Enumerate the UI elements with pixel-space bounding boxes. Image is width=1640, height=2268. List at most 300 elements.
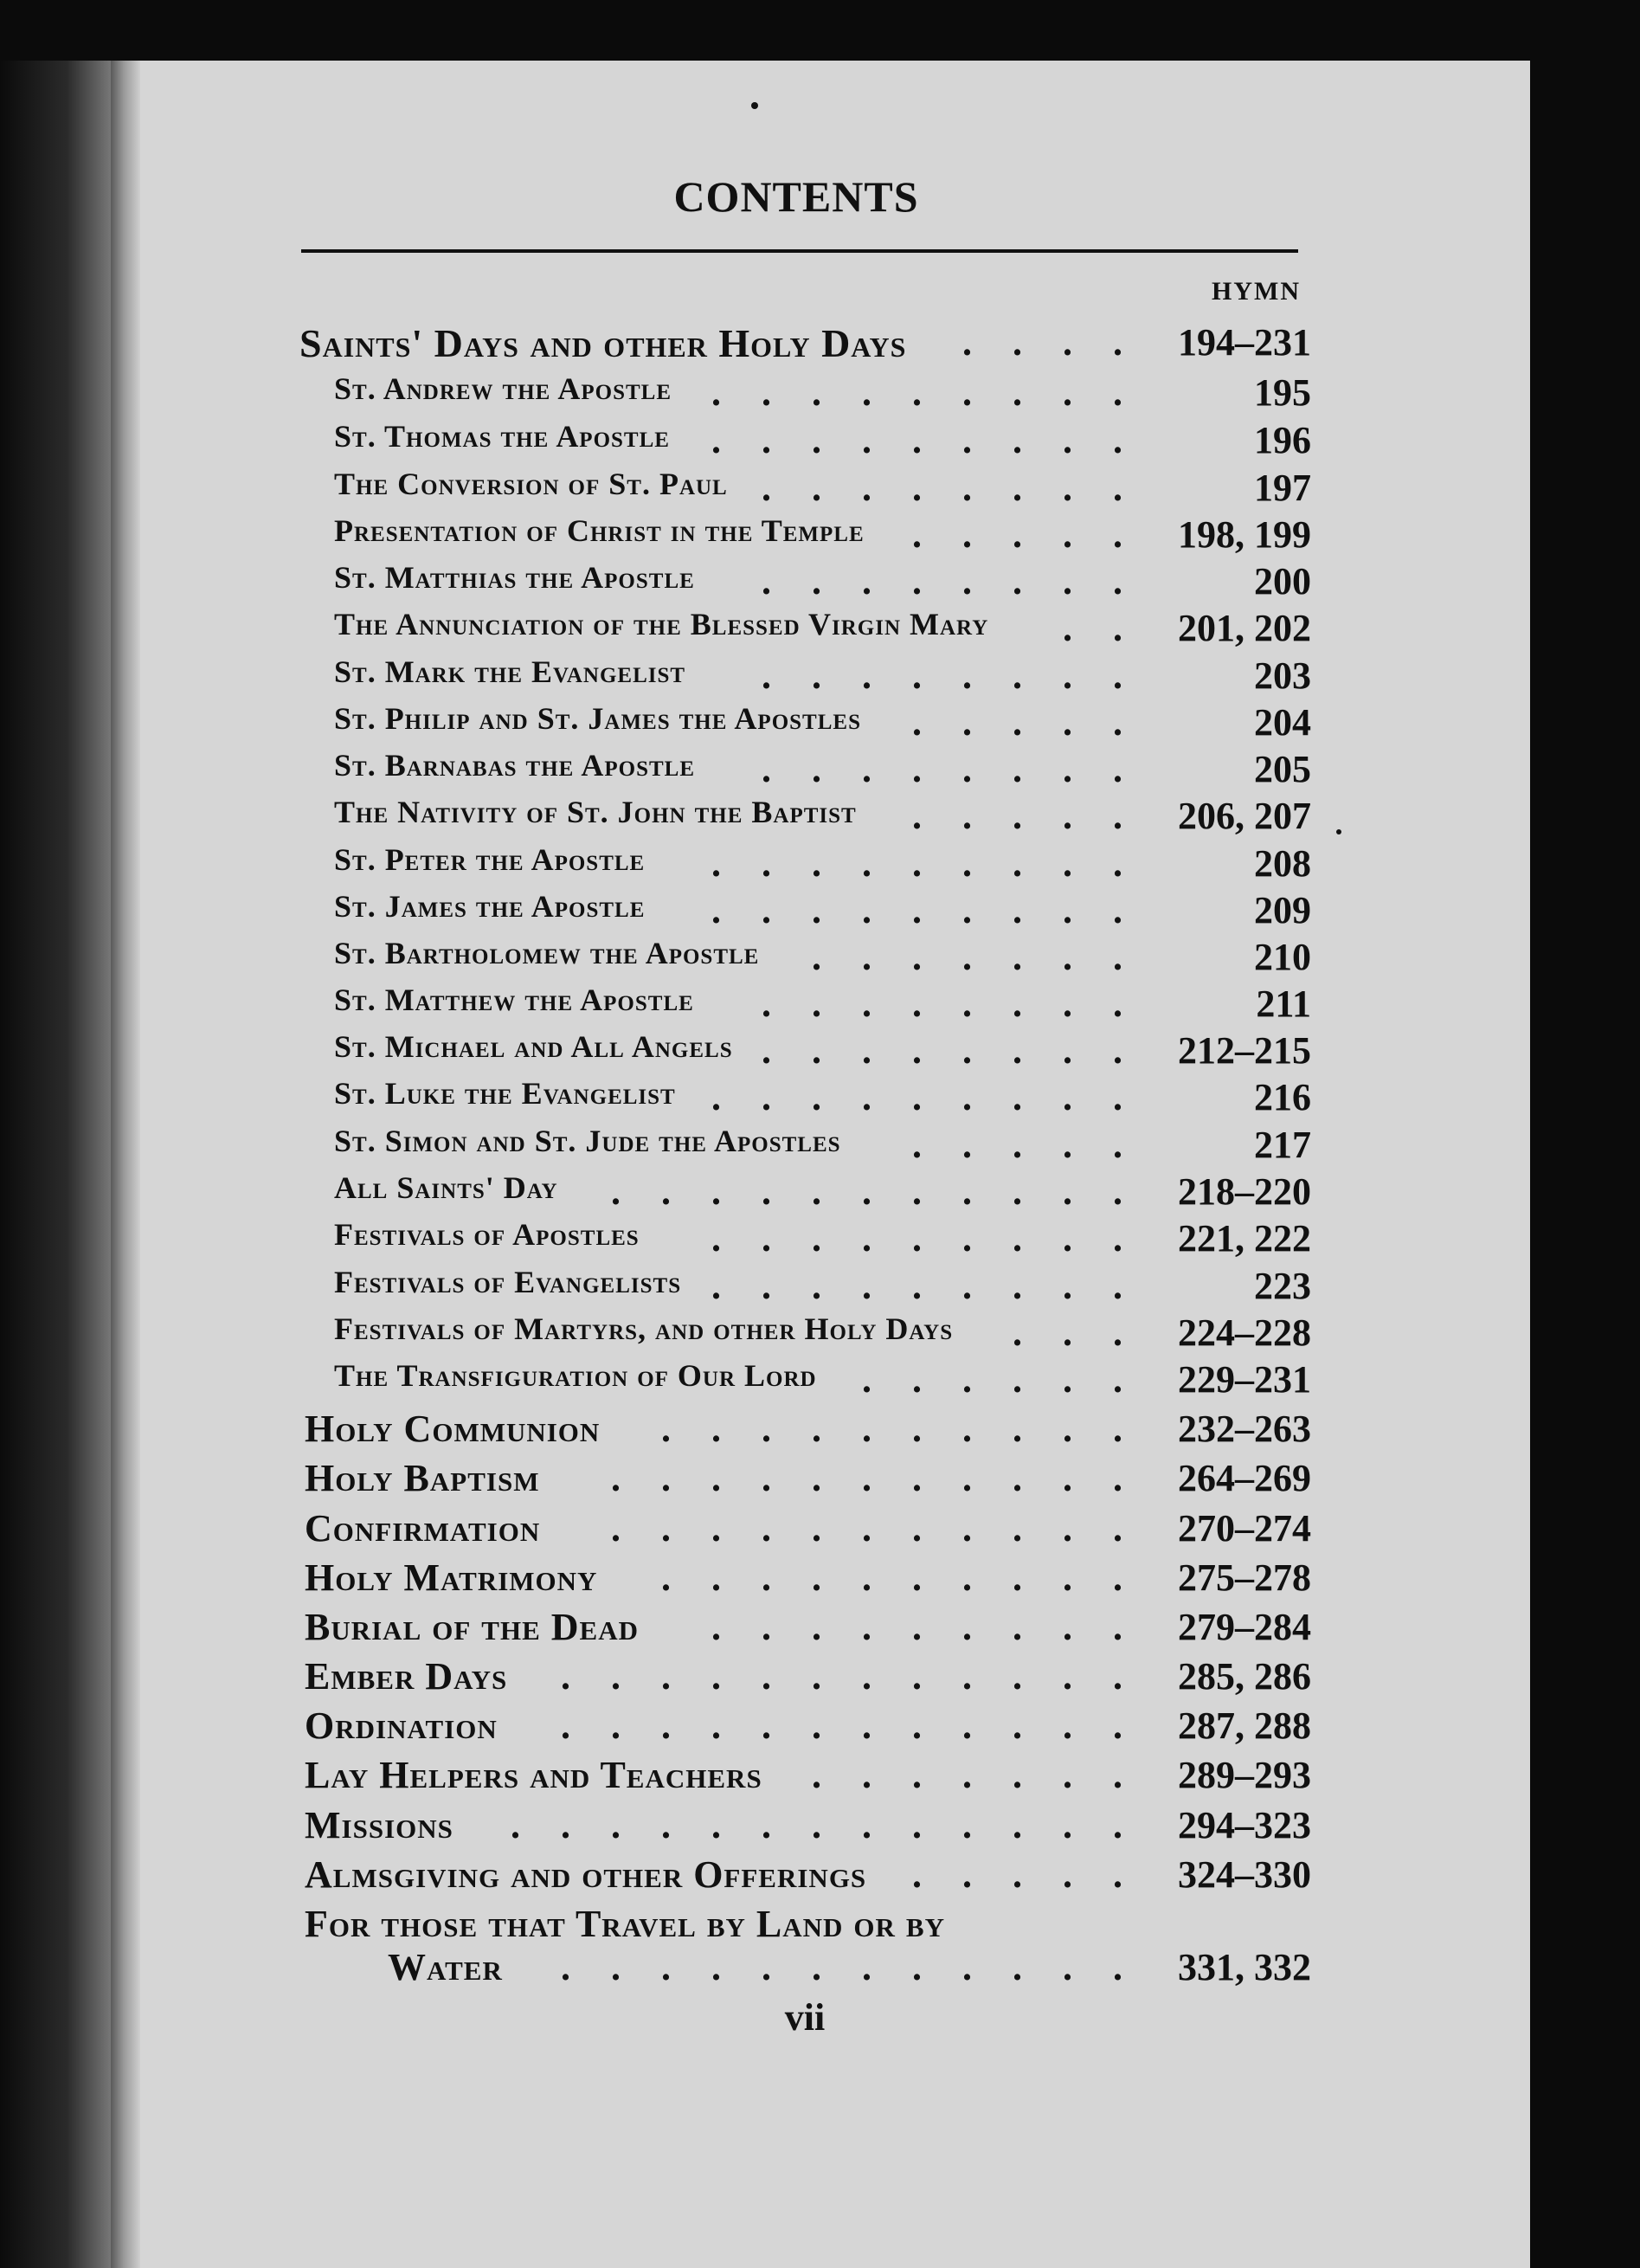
leader-dot: . bbox=[1013, 560, 1022, 602]
toc-row bbox=[0, 747, 1640, 796]
leader-dot: . bbox=[711, 1457, 721, 1499]
toc-hymn-number: 204 bbox=[1254, 701, 1311, 744]
toc-entry-label: Ordination bbox=[305, 1704, 498, 1747]
toc-hymn-number: 324–330 bbox=[1178, 1853, 1311, 1896]
leader-dot: . bbox=[962, 1358, 972, 1401]
leader-dot: . bbox=[661, 1408, 671, 1450]
leader-dot: . bbox=[1113, 513, 1122, 556]
leader-dot: . bbox=[812, 1754, 821, 1796]
toc-hymn-number: 205 bbox=[1254, 748, 1311, 790]
toc-entry-label: St. Andrew the Apostle bbox=[334, 371, 672, 406]
toc-hymn-number: 221, 222 bbox=[1178, 1217, 1311, 1260]
leader-dot: . bbox=[762, 1704, 771, 1747]
leader-dot: . bbox=[1113, 560, 1122, 602]
leader-dot: . bbox=[1063, 1076, 1072, 1118]
leader-dot: . bbox=[912, 1704, 922, 1747]
leader-dot: . bbox=[962, 701, 972, 744]
leader-dot: . bbox=[1063, 1457, 1072, 1499]
leader-dot: . bbox=[711, 1408, 721, 1450]
leader-dot: . bbox=[1063, 1704, 1072, 1747]
leader-dot: . bbox=[912, 795, 922, 837]
toc-entry-label: Confirmation bbox=[305, 1507, 541, 1550]
toc-row bbox=[0, 1902, 1640, 1950]
leader-dot: . bbox=[1013, 1804, 1022, 1846]
leader-dot: . bbox=[762, 467, 771, 509]
leader-dot: . bbox=[711, 371, 721, 414]
toc-row bbox=[0, 841, 1640, 890]
leader-dot: . bbox=[1063, 1408, 1072, 1450]
leader-dot: . bbox=[812, 1265, 821, 1307]
leader-dot: . bbox=[1063, 1804, 1072, 1846]
leader-dot: . bbox=[762, 560, 771, 602]
leader-dot: . bbox=[661, 1457, 671, 1499]
title-rule bbox=[301, 249, 1298, 253]
leader-dot: . bbox=[661, 1556, 671, 1599]
leader-dot: . bbox=[561, 1946, 570, 1988]
leader-dot: . bbox=[1013, 1124, 1022, 1166]
toc-entry-label: St. Michael and All Angels bbox=[334, 1029, 733, 1064]
leader-dot: . bbox=[812, 467, 821, 509]
leader-dot: . bbox=[611, 1655, 621, 1698]
leader-dot: . bbox=[962, 560, 972, 602]
leader-dot: . bbox=[862, 1606, 871, 1648]
leader-dot: . bbox=[1013, 419, 1022, 461]
toc-entry-label: For those that Travel by Land or by bbox=[305, 1903, 945, 1945]
leader-dot: . bbox=[1113, 607, 1122, 649]
toc-hymn-number: 289–293 bbox=[1178, 1754, 1311, 1796]
leader-dot: . bbox=[1113, 419, 1122, 461]
toc-entry-label: St. Barnabas the Apostle bbox=[334, 748, 696, 783]
leader-dot: . bbox=[762, 748, 771, 790]
toc-hymn-number: 285, 286 bbox=[1178, 1655, 1311, 1698]
toc-hymn-number: 287, 288 bbox=[1178, 1704, 1311, 1747]
leader-dot: . bbox=[912, 983, 922, 1025]
leader-dot: . bbox=[912, 1853, 922, 1896]
leader-dot: . bbox=[1113, 1457, 1122, 1499]
toc-row bbox=[0, 982, 1640, 1030]
leader-dot: . bbox=[912, 748, 922, 790]
leader-dot: . bbox=[862, 936, 871, 978]
leader-dot: . bbox=[1113, 1946, 1122, 1988]
leader-dot: . bbox=[862, 654, 871, 697]
leader-dot: . bbox=[762, 1076, 771, 1118]
leader-dot: . bbox=[1013, 1606, 1022, 1648]
leader-dot: . bbox=[1013, 701, 1022, 744]
toc-entry-label: Almsgiving and other Offerings bbox=[305, 1853, 867, 1896]
toc-row bbox=[0, 794, 1640, 842]
leader-dot: . bbox=[762, 1217, 771, 1260]
leader-dot: . bbox=[762, 654, 771, 697]
leader-dot: . bbox=[962, 795, 972, 837]
leader-dot: . bbox=[862, 748, 871, 790]
leader-dot: . bbox=[862, 1076, 871, 1118]
leader-dot: . bbox=[912, 936, 922, 978]
leader-dot: . bbox=[1113, 983, 1122, 1025]
leader-dot: . bbox=[912, 701, 922, 744]
toc-row bbox=[0, 1704, 1640, 1752]
leader-dot: . bbox=[711, 889, 721, 931]
leader-dot: . bbox=[711, 1507, 721, 1550]
leader-dot: . bbox=[1063, 1606, 1072, 1648]
leader-dot: . bbox=[962, 936, 972, 978]
toc-row bbox=[0, 1803, 1640, 1852]
leader-dot: . bbox=[711, 1076, 721, 1118]
leader-dot: . bbox=[611, 1507, 621, 1550]
leader-dot: . bbox=[862, 1217, 871, 1260]
leader-dot: . bbox=[611, 1946, 621, 1988]
leader-dot: . bbox=[561, 1804, 570, 1846]
toc-entry-label: Holy Baptism bbox=[305, 1457, 540, 1499]
leader-dot: . bbox=[1113, 936, 1122, 978]
leader-dot: . bbox=[511, 1804, 520, 1846]
toc-entry-label: Ember Days bbox=[305, 1655, 508, 1698]
leader-dot: . bbox=[1113, 1754, 1122, 1796]
hymn-column-heading: HYMN bbox=[1212, 277, 1301, 306]
toc-entry-label: The Nativity of St. John the Baptist bbox=[334, 795, 857, 829]
leader-dot: . bbox=[561, 1655, 570, 1698]
leader-dot: . bbox=[1013, 748, 1022, 790]
toc-hymn-number: 209 bbox=[1254, 889, 1311, 931]
toc-hymn-number: 217 bbox=[1254, 1124, 1311, 1166]
leader-dot: . bbox=[1063, 1311, 1072, 1354]
leader-dot: . bbox=[962, 1556, 972, 1599]
leader-dot: . bbox=[1013, 1358, 1022, 1401]
leader-dot: . bbox=[912, 1507, 922, 1550]
leader-dot: . bbox=[762, 1265, 771, 1307]
toc-row bbox=[0, 1654, 1640, 1703]
leader-dot: . bbox=[962, 889, 972, 931]
toc-entry-label: All Saints' Day bbox=[334, 1170, 558, 1205]
leader-dot: . bbox=[1113, 1853, 1122, 1896]
toc-row bbox=[0, 1945, 1640, 1994]
leader-dot: . bbox=[812, 1217, 821, 1260]
leader-dot: . bbox=[711, 1606, 721, 1648]
leader-dot: . bbox=[1013, 1946, 1022, 1988]
leader-dot: . bbox=[1113, 1606, 1122, 1648]
leader-dot: . bbox=[962, 1606, 972, 1648]
leader-dot: . bbox=[812, 1408, 821, 1450]
leader-dot: . bbox=[912, 1946, 922, 1988]
leader-dot: . bbox=[962, 1217, 972, 1260]
leader-dot: . bbox=[1113, 1076, 1122, 1118]
leader-dot: . bbox=[912, 1556, 922, 1599]
leader-dot: . bbox=[762, 1457, 771, 1499]
leader-dot: . bbox=[812, 1946, 821, 1988]
leader-dot: . bbox=[962, 1029, 972, 1072]
toc-entry-label: Festivals of Apostles bbox=[334, 1217, 640, 1252]
toc-entry-label: St. Peter the Apostle bbox=[334, 842, 646, 877]
leader-dot: . bbox=[561, 1704, 570, 1747]
speck bbox=[751, 102, 758, 109]
leader-dot: . bbox=[962, 371, 972, 414]
leader-dot: . bbox=[1013, 1029, 1022, 1072]
leader-dot: . bbox=[862, 1507, 871, 1550]
toc-row bbox=[0, 700, 1640, 749]
toc-row bbox=[0, 1075, 1640, 1124]
toc-entry-label: Holy Matrimony bbox=[305, 1556, 598, 1599]
leader-dot: . bbox=[862, 419, 871, 461]
leader-dot: . bbox=[1063, 560, 1072, 602]
page-title: CONTENTS bbox=[673, 172, 919, 221]
leader-dot: . bbox=[1063, 842, 1072, 885]
leader-dot: . bbox=[661, 1507, 671, 1550]
leader-dot: . bbox=[1013, 795, 1022, 837]
leader-dot: . bbox=[1063, 419, 1072, 461]
toc-entry-label: St. James the Apostle bbox=[334, 889, 646, 924]
leader-dot: . bbox=[912, 1457, 922, 1499]
toc-hymn-number: 224–228 bbox=[1178, 1311, 1311, 1354]
toc-row bbox=[0, 1556, 1640, 1604]
leader-dot: . bbox=[762, 1029, 771, 1072]
toc-row bbox=[0, 418, 1640, 467]
leader-dot: . bbox=[912, 1606, 922, 1648]
leader-dot: . bbox=[1063, 467, 1072, 509]
leader-dot: . bbox=[1113, 1804, 1122, 1846]
leader-dot: . bbox=[862, 1754, 871, 1796]
leader-dot: . bbox=[962, 1170, 972, 1213]
leader-dot: . bbox=[711, 1265, 721, 1307]
leader-dot: . bbox=[862, 1170, 871, 1213]
leader-dot: . bbox=[661, 1704, 671, 1747]
toc-entry-label: Water bbox=[388, 1946, 503, 1988]
toc-row bbox=[0, 1357, 1640, 1406]
leader-dot: . bbox=[962, 1265, 972, 1307]
toc-row bbox=[0, 320, 1640, 369]
toc-row bbox=[0, 1264, 1640, 1312]
leader-dot: . bbox=[962, 1507, 972, 1550]
toc-row bbox=[0, 466, 1640, 514]
leader-dot: . bbox=[912, 1076, 922, 1118]
leader-dot: . bbox=[912, 513, 922, 556]
leader-dot: . bbox=[1113, 1311, 1122, 1354]
leader-dot: . bbox=[962, 321, 972, 364]
leader-dot: . bbox=[962, 467, 972, 509]
leader-dot: . bbox=[912, 1217, 922, 1260]
leader-dot: . bbox=[762, 1170, 771, 1213]
leader-dot: . bbox=[912, 371, 922, 414]
leader-dot: . bbox=[1013, 1170, 1022, 1213]
leader-dot: . bbox=[1113, 1507, 1122, 1550]
leader-dot: . bbox=[1013, 1076, 1022, 1118]
toc-entry-label: St. Thomas the Apostle bbox=[334, 419, 670, 454]
toc-row bbox=[0, 370, 1640, 419]
leader-dot: . bbox=[912, 419, 922, 461]
leader-dot: . bbox=[812, 1655, 821, 1698]
leader-dot: . bbox=[912, 1754, 922, 1796]
leader-dot: . bbox=[962, 1804, 972, 1846]
toc-entry-label: St. Simon and St. Jude the Apostles bbox=[334, 1124, 841, 1158]
leader-dot: . bbox=[762, 1946, 771, 1988]
leader-dot: . bbox=[812, 1556, 821, 1599]
leader-dot: . bbox=[912, 1655, 922, 1698]
toc-hymn-number: 212–215 bbox=[1178, 1029, 1311, 1072]
leader-dot: . bbox=[1063, 1946, 1072, 1988]
leader-dot: . bbox=[1063, 983, 1072, 1025]
toc-hymn-number: 206, 207 bbox=[1178, 795, 1311, 837]
leader-dot: . bbox=[812, 654, 821, 697]
leader-dot: . bbox=[912, 842, 922, 885]
toc-row bbox=[0, 1169, 1640, 1218]
toc-entry-label: St. Bartholomew the Apostle bbox=[334, 936, 760, 970]
leader-dot: . bbox=[711, 419, 721, 461]
leader-dot: . bbox=[962, 1754, 972, 1796]
toc-hymn-number: 270–274 bbox=[1178, 1507, 1311, 1550]
leader-dot: . bbox=[1063, 936, 1072, 978]
leader-dot: . bbox=[762, 1804, 771, 1846]
leader-dot: . bbox=[862, 1408, 871, 1450]
leader-dot: . bbox=[912, 1029, 922, 1072]
leader-dot: . bbox=[1063, 889, 1072, 931]
leader-dot: . bbox=[912, 889, 922, 931]
leader-dot: . bbox=[1013, 1507, 1022, 1550]
leader-dot: . bbox=[661, 1946, 671, 1988]
leader-dot: . bbox=[711, 1804, 721, 1846]
leader-dot: . bbox=[762, 842, 771, 885]
toc-hymn-number: 279–284 bbox=[1178, 1606, 1311, 1648]
leader-dot: . bbox=[962, 842, 972, 885]
leader-dot: . bbox=[962, 1853, 972, 1896]
leader-dot: . bbox=[862, 371, 871, 414]
toc-hymn-number: 218–220 bbox=[1178, 1170, 1311, 1213]
leader-dot: . bbox=[762, 371, 771, 414]
toc-entry-label: The Conversion of St. Paul bbox=[334, 467, 728, 501]
leader-dot: . bbox=[762, 1655, 771, 1698]
leader-dot: . bbox=[1013, 1704, 1022, 1747]
toc-hymn-number: 203 bbox=[1254, 654, 1311, 697]
toc-hymn-number: 223 bbox=[1254, 1265, 1311, 1307]
toc-entry-label: Saints' Days and other Holy Days bbox=[299, 321, 907, 365]
leader-dot: . bbox=[1013, 889, 1022, 931]
leader-dot: . bbox=[962, 983, 972, 1025]
leader-dot: . bbox=[1113, 1408, 1122, 1450]
toc-entry-label: Presentation of Christ in the Temple bbox=[334, 513, 865, 548]
leader-dot: . bbox=[812, 1704, 821, 1747]
leader-dot: . bbox=[862, 467, 871, 509]
leader-dot: . bbox=[912, 1265, 922, 1307]
leader-dot: . bbox=[1063, 1507, 1072, 1550]
toc-hymn-number: 201, 202 bbox=[1178, 607, 1311, 649]
leader-dot: . bbox=[661, 1804, 671, 1846]
leader-dot: . bbox=[1113, 1217, 1122, 1260]
leader-dot: . bbox=[1013, 1408, 1022, 1450]
leader-dot: . bbox=[812, 983, 821, 1025]
leader-dot: . bbox=[812, 560, 821, 602]
leader-dot: . bbox=[1113, 1029, 1122, 1072]
leader-dot: . bbox=[1113, 842, 1122, 885]
leader-dot: . bbox=[711, 1217, 721, 1260]
toc-entry-label: St. Mark the Evangelist bbox=[334, 654, 686, 689]
leader-dot: . bbox=[1013, 983, 1022, 1025]
toc-hymn-number: 195 bbox=[1254, 371, 1311, 414]
leader-dot: . bbox=[962, 748, 972, 790]
toc-hymn-number: 331, 332 bbox=[1178, 1946, 1311, 1988]
leader-dot: . bbox=[1013, 1457, 1022, 1499]
leader-dot: . bbox=[762, 889, 771, 931]
toc-entry-label: Festivals of Evangelists bbox=[334, 1265, 682, 1299]
leader-dot: . bbox=[912, 560, 922, 602]
leader-dot: . bbox=[1013, 513, 1022, 556]
leader-dot: . bbox=[1063, 607, 1072, 649]
toc-row bbox=[0, 1506, 1640, 1555]
leader-dot: . bbox=[1113, 321, 1122, 364]
toc-row bbox=[0, 1123, 1640, 1171]
page-number: vii bbox=[784, 1996, 826, 2039]
toc-hymn-number: 232–263 bbox=[1178, 1408, 1311, 1450]
toc-hymn-number: 198, 199 bbox=[1178, 513, 1311, 556]
leader-dot: . bbox=[1063, 748, 1072, 790]
leader-dot: . bbox=[711, 1655, 721, 1698]
leader-dot: . bbox=[1113, 889, 1122, 931]
leader-dot: . bbox=[812, 748, 821, 790]
leader-dot: . bbox=[912, 1358, 922, 1401]
leader-dot: . bbox=[762, 1507, 771, 1550]
leader-dot: . bbox=[1063, 1170, 1072, 1213]
leader-dot: . bbox=[1113, 701, 1122, 744]
leader-dot: . bbox=[1063, 1265, 1072, 1307]
leader-dot: . bbox=[1113, 1556, 1122, 1599]
leader-dot: . bbox=[912, 654, 922, 697]
leader-dot: . bbox=[1013, 1311, 1022, 1354]
leader-dot: . bbox=[962, 1457, 972, 1499]
leader-dot: . bbox=[611, 1457, 621, 1499]
leader-dot: . bbox=[1013, 654, 1022, 697]
leader-dot: . bbox=[912, 1170, 922, 1213]
leader-dot: . bbox=[1013, 1853, 1022, 1896]
toc-hymn-number: 229–231 bbox=[1178, 1358, 1311, 1401]
leader-dot: . bbox=[762, 1408, 771, 1450]
leader-dot: . bbox=[862, 1946, 871, 1988]
leader-dot: . bbox=[1113, 654, 1122, 697]
leader-dot: . bbox=[1063, 1556, 1072, 1599]
leader-dot: . bbox=[1113, 371, 1122, 414]
leader-dot: . bbox=[912, 1408, 922, 1450]
leader-dot: . bbox=[812, 842, 821, 885]
leader-dot: . bbox=[1013, 842, 1022, 885]
leader-dot: . bbox=[962, 419, 972, 461]
leader-dot: . bbox=[1013, 321, 1022, 364]
leader-dot: . bbox=[812, 371, 821, 414]
toc-entry-label: Missions bbox=[305, 1804, 453, 1846]
leader-dot: . bbox=[1063, 513, 1072, 556]
toc-hymn-number: 197 bbox=[1254, 467, 1311, 509]
toc-row bbox=[0, 1753, 1640, 1801]
leader-dot: . bbox=[912, 1124, 922, 1166]
leader-dot: . bbox=[812, 1804, 821, 1846]
leader-dot: . bbox=[1013, 936, 1022, 978]
leader-dot: . bbox=[711, 1704, 721, 1747]
leader-dot: . bbox=[611, 1170, 621, 1213]
leader-dot: . bbox=[1063, 1217, 1072, 1260]
leader-dot: . bbox=[962, 1076, 972, 1118]
leader-dot: . bbox=[812, 1170, 821, 1213]
leader-dot: . bbox=[962, 1704, 972, 1747]
leader-dot: . bbox=[1063, 701, 1072, 744]
leader-dot: . bbox=[862, 889, 871, 931]
leader-dot: . bbox=[1113, 1124, 1122, 1166]
toc-hymn-number: 208 bbox=[1254, 842, 1311, 885]
toc-row bbox=[0, 1216, 1640, 1265]
leader-dot: . bbox=[1013, 467, 1022, 509]
toc-entry-label: St. Matthew the Apostle bbox=[334, 983, 694, 1017]
leader-dot: . bbox=[1063, 654, 1072, 697]
leader-dot: . bbox=[862, 560, 871, 602]
leader-dot: . bbox=[812, 419, 821, 461]
toc-entry-label: Lay Helpers and Teachers bbox=[305, 1754, 762, 1796]
leader-dot: . bbox=[962, 1408, 972, 1450]
leader-dot: . bbox=[1063, 371, 1072, 414]
leader-dot: . bbox=[711, 1556, 721, 1599]
leader-dot: . bbox=[812, 936, 821, 978]
